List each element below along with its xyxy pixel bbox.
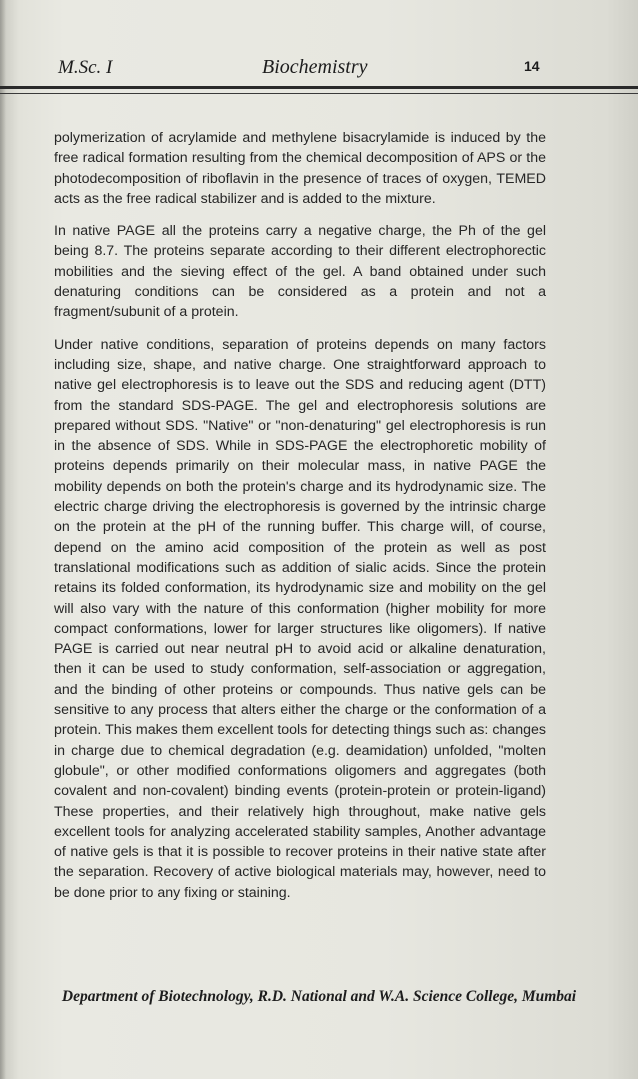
page-footer: Department of Biotechnology, R.D. National and W.A. Science College, Mumbai [61, 988, 577, 1005]
header-rule-thick [0, 86, 638, 89]
paragraph-1: polymerization of acrylamide and methylene bisacrylamide is induced by the free radical formation resulting from the chemical decomposition of APS or the photodecomposition of riboflavin in the presence of traces of oxygen, TEMED acts as the free radical stabilizer and is added to the mixture. [54, 130, 546, 207]
page-header [0, 0, 638, 100]
header-rule-thin [0, 93, 638, 94]
page-number: 14 [524, 58, 540, 74]
paragraph-2: In native PAGE all the proteins carry a negative charge, the Ph of the gel being 8.7. The proteins separate according to their different electrophorectic mobilities and the sieving effect of the gel. A band obtained under such denaturing conditions can be considered as a protein and not a fragment/subunit of a protein. [54, 223, 546, 321]
header-course: M.Sc. I [58, 57, 113, 78]
paragraph-3: Under native conditions, separation of proteins depends on many factors including size, shape, and native charge. One straightforward approach to native gel electrophoresis is to leave out the SDS and reducing agent (DTT) from the standard SDS-PAGE. The gel and electrophoresis solutions are prepared without SDS. "Native" or "non-denaturing" gel electrophoresis is run in the absence of SDS. While in SDS-PAGE the electrophoretic mobility of proteins depends primarily on their molecular mass, in native PAGE the mobility depends on both the protein's charge and its hydrodynamic size. The electric charge driving the electrophoresis is governed by the intrinsic charge on the protein at the pH of the running buffer. This charge will, of course, depend on the amino acid composition of the protein as well as post translational modifications such as addition of sialic acids. Since the protein retains its folded conformation, its hydrodynamic size and mobility on the gel will also vary with the nature of this conformation (higher mobility for more compact conformations, lower for larger structures like oligomers). If native PAGE is carried out near neutral pH to avoid acid or alkaline denaturation, then it can be used to study conformation, self-association or aggregation, and the binding of other proteins or compounds. Thus native gels can be sensitive to any process that alters either the charge or the conformation of a protein. This makes them excellent tools for detecting things such as: changes in charge due to chemical degradation (e.g. deamidation) unfolded, "molten globule", or other modified conformations oligomers and aggregates (both covalent and non-covalent) binding events (protein-protein or protein-ligand) These properties, and their relatively high throughout, make native gels excellent tools for analyzing accelerated stability samples, Another advantage of native gels is that it is possible to recover proteins in their native state after the separation. Recovery of active biological materials may, however, need to be done prior to any fixing or staining. [54, 336, 546, 901]
header-subject: Biochemistry [262, 56, 368, 78]
page-spine-shadow [0, 0, 6, 1079]
body-text [54, 128, 546, 915]
